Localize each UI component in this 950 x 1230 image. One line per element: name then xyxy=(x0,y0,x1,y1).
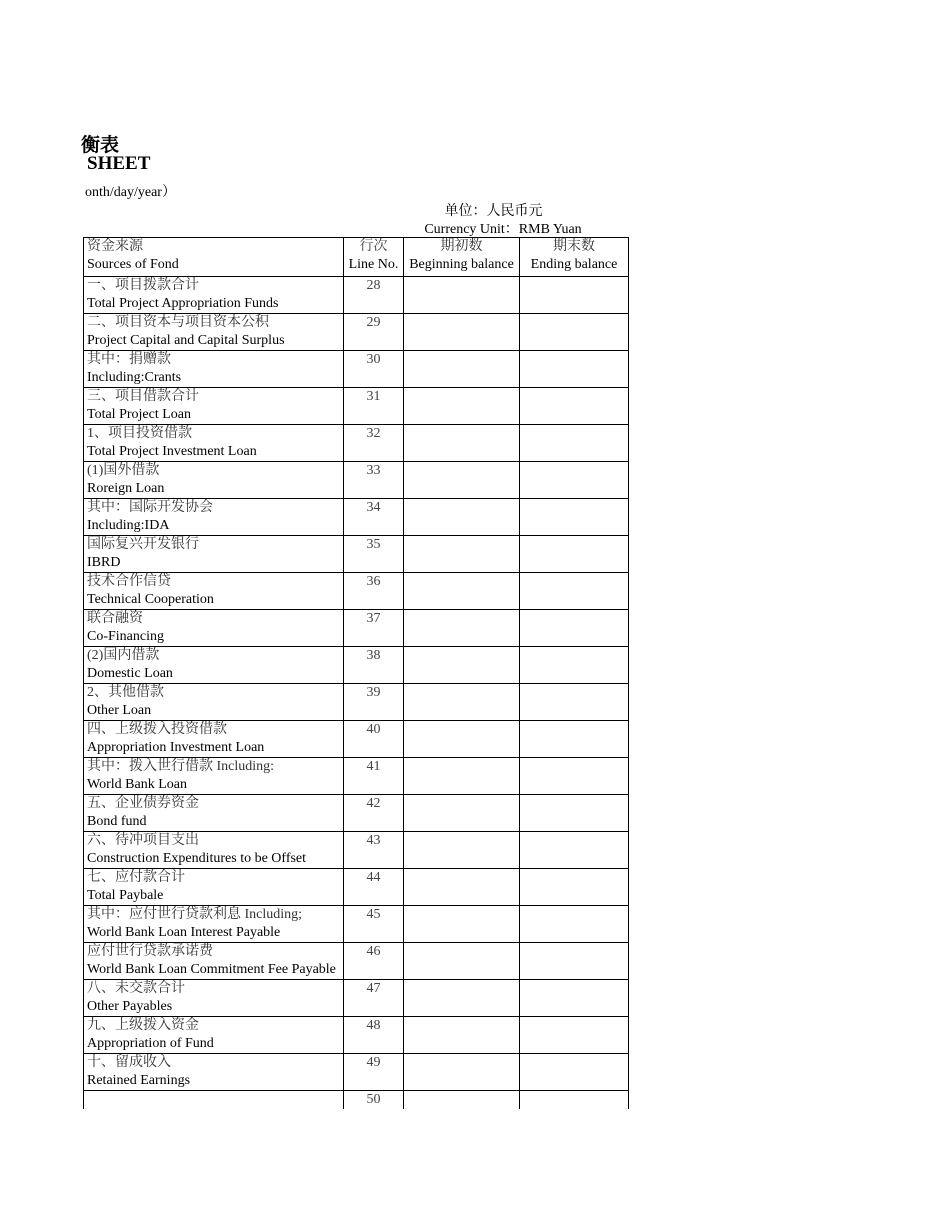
header-source-cn: 资金来源 xyxy=(87,239,143,254)
line-no-cell xyxy=(344,869,404,906)
item-label-en: Total Project Loan xyxy=(87,407,191,422)
ending-balance-cell[interactable] xyxy=(520,1091,629,1110)
line-no: 46 xyxy=(366,944,381,959)
item-label-cn: 其中：拨入世行借款 Including: xyxy=(87,759,275,774)
line-no: 50 xyxy=(366,1092,381,1107)
line-no-cell xyxy=(344,684,404,721)
beginning-balance-cell[interactable] xyxy=(404,980,520,1017)
source-cell xyxy=(84,943,344,980)
beginning-balance-cell[interactable] xyxy=(404,795,520,832)
source-cell xyxy=(84,684,344,721)
item-label-en: Total Project Appropriation Funds xyxy=(87,296,279,311)
balance-sheet-table xyxy=(83,237,629,1109)
table-row xyxy=(84,573,629,610)
header-end-en: Ending balance xyxy=(530,257,618,272)
beginning-balance-cell[interactable] xyxy=(404,351,520,388)
header-begin-cell xyxy=(404,238,520,277)
beginning-balance-cell[interactable] xyxy=(404,610,520,647)
line-no: 28 xyxy=(366,278,381,293)
line-no: 31 xyxy=(366,389,381,404)
beginning-balance-cell[interactable] xyxy=(404,1017,520,1054)
ending-balance-cell[interactable] xyxy=(520,869,629,906)
ending-balance-cell[interactable] xyxy=(520,647,629,684)
item-label-cn: 其中：捐赠款 xyxy=(87,352,171,367)
beginning-balance-cell[interactable] xyxy=(404,425,520,462)
table-row xyxy=(84,647,629,684)
item-label-cn: 其中：国际开发协会 xyxy=(87,500,213,515)
table-row xyxy=(84,869,629,906)
source-cell xyxy=(84,906,344,943)
beginning-balance-cell[interactable] xyxy=(404,462,520,499)
table-row xyxy=(84,314,629,351)
item-label-cn: 1、项目投资借款 xyxy=(87,426,192,441)
item-label-en: Co-Financing xyxy=(87,629,164,644)
ending-balance-cell[interactable] xyxy=(520,536,629,573)
item-label-cn: 其中：应付世行贷款利息 Including; xyxy=(87,907,303,922)
line-no: 29 xyxy=(366,315,381,330)
header-begin-en: Beginning balance xyxy=(409,257,514,272)
line-no-cell xyxy=(344,832,404,869)
item-label-en: Including:IDA xyxy=(87,518,170,533)
source-cell xyxy=(84,1054,344,1091)
ending-balance-cell[interactable] xyxy=(520,906,629,943)
line-no-cell xyxy=(344,573,404,610)
date-note: onth/day/year） xyxy=(85,185,176,200)
line-no-cell xyxy=(344,536,404,573)
header-line-en: Line No. xyxy=(348,257,399,272)
line-no-cell xyxy=(344,1054,404,1091)
beginning-balance-cell[interactable] xyxy=(404,758,520,795)
line-no: 40 xyxy=(366,722,381,737)
source-cell xyxy=(84,795,344,832)
source-cell xyxy=(84,1017,344,1054)
line-no: 33 xyxy=(366,463,381,478)
ending-balance-cell[interactable] xyxy=(520,721,629,758)
line-no-cell xyxy=(344,610,404,647)
line-no-cell xyxy=(344,462,404,499)
header-source-en: Sources of Fond xyxy=(87,257,179,272)
source-cell xyxy=(84,536,344,573)
table-row xyxy=(84,758,629,795)
table-row xyxy=(84,499,629,536)
header-begin-cn: 期初数 xyxy=(440,239,483,254)
source-cell xyxy=(84,388,344,425)
item-label-en: Bond fund xyxy=(87,814,147,829)
beginning-balance-cell[interactable] xyxy=(404,906,520,943)
line-no-cell xyxy=(344,721,404,758)
line-no: 30 xyxy=(366,352,381,367)
source-cell xyxy=(84,573,344,610)
item-label-cn: 四、上级拨入投资借款 xyxy=(87,722,227,737)
item-label-en: Roreign Loan xyxy=(87,481,165,496)
item-label-cn: 七、应付款合计 xyxy=(87,870,185,885)
item-label-cn: 国际复兴开发银行 xyxy=(87,537,199,552)
line-no-cell xyxy=(344,277,404,314)
item-label-en: Including:Crants xyxy=(87,370,182,385)
source-cell xyxy=(84,314,344,351)
header-line-cn: 行次 xyxy=(359,239,388,254)
item-label-en: Other Payables xyxy=(87,999,173,1014)
ending-balance-cell[interactable] xyxy=(520,795,629,832)
beginning-balance-cell[interactable] xyxy=(404,573,520,610)
item-label-en: Construction Expenditures to be Offset xyxy=(87,851,307,866)
line-no: 43 xyxy=(366,833,381,848)
sheet-title-en: SHEET xyxy=(87,153,151,174)
source-cell xyxy=(84,980,344,1017)
item-label-cn: 六、待冲项目支出 xyxy=(87,833,199,848)
line-no-cell xyxy=(344,795,404,832)
beginning-balance-cell[interactable] xyxy=(404,869,520,906)
beginning-balance-cell[interactable] xyxy=(404,536,520,573)
item-label-cn: 联合融资 xyxy=(87,611,143,626)
item-label-en: Other Loan xyxy=(87,703,152,718)
line-no: 37 xyxy=(366,611,381,626)
beginning-balance-cell[interactable] xyxy=(404,314,520,351)
header-source-cell xyxy=(84,238,344,277)
ending-balance-cell[interactable] xyxy=(520,351,629,388)
ending-balance-cell[interactable] xyxy=(520,425,629,462)
ending-balance-cell[interactable] xyxy=(520,758,629,795)
line-no: 39 xyxy=(366,685,381,700)
beginning-balance-cell[interactable] xyxy=(404,1054,520,1091)
line-no: 38 xyxy=(366,648,381,663)
beginning-balance-cell[interactable] xyxy=(404,832,520,869)
table-row xyxy=(84,980,629,1017)
item-label-cn: 二、项目资本与项目资本公积 xyxy=(87,315,269,330)
item-label-en: Total Project Investment Loan xyxy=(87,444,257,459)
item-label-cn: 十、留成收入 xyxy=(87,1055,171,1070)
item-label-en: Appropriation Investment Loan xyxy=(87,740,265,755)
line-no-cell xyxy=(344,499,404,536)
item-label-cn: 技术合作信贷 xyxy=(87,574,171,589)
item-label-cn: 九、上级拨入资金 xyxy=(87,1018,199,1033)
source-cell xyxy=(84,869,344,906)
beginning-balance-cell[interactable] xyxy=(404,721,520,758)
table-row xyxy=(84,795,629,832)
table-row xyxy=(84,684,629,721)
table-row xyxy=(84,943,629,980)
ending-balance-cell[interactable] xyxy=(520,499,629,536)
ending-balance-cell[interactable] xyxy=(520,462,629,499)
beginning-balance-cell[interactable] xyxy=(404,499,520,536)
beginning-balance-cell[interactable] xyxy=(404,684,520,721)
item-label-cn: 一、项目拨款合计 xyxy=(87,278,199,293)
table-row xyxy=(84,721,629,758)
source-cell xyxy=(84,647,344,684)
item-label-en: Technical Cooperation xyxy=(87,592,214,607)
ending-balance-cell[interactable] xyxy=(520,610,629,647)
source-cell xyxy=(84,832,344,869)
beginning-balance-cell[interactable] xyxy=(404,388,520,425)
currency-unit-en: Currency Unit：RMB Yuan xyxy=(424,222,582,237)
table-row xyxy=(84,388,629,425)
source-cell xyxy=(84,758,344,795)
item-label-en: Domestic Loan xyxy=(87,666,173,681)
ending-balance-cell[interactable] xyxy=(520,388,629,425)
ending-balance-cell[interactable] xyxy=(520,1017,629,1054)
item-label-en: Retained Earnings xyxy=(87,1073,191,1088)
ending-balance-cell[interactable] xyxy=(520,684,629,721)
table-row xyxy=(84,610,629,647)
line-no: 44 xyxy=(366,870,381,885)
beginning-balance-cell[interactable] xyxy=(404,647,520,684)
line-no-cell xyxy=(344,425,404,462)
table-row xyxy=(84,1054,629,1091)
item-label-cn: (2)国内借款 xyxy=(87,648,160,663)
header-end-cn: 期末数 xyxy=(553,239,595,254)
source-cell xyxy=(84,462,344,499)
line-no-cell xyxy=(344,906,404,943)
line-no-cell xyxy=(344,647,404,684)
item-label-cn: 五、企业债券资金 xyxy=(87,796,199,811)
ending-balance-cell[interactable] xyxy=(520,573,629,610)
ending-balance-cell[interactable] xyxy=(520,277,629,314)
line-no: 32 xyxy=(366,426,381,441)
ending-balance-cell[interactable] xyxy=(520,980,629,1017)
item-label-en: World Bank Loan Commitment Fee Payable xyxy=(87,962,336,977)
item-label-en: World Bank Loan Interest Payable xyxy=(87,925,281,940)
header-end-cell xyxy=(520,238,629,277)
header-line-cell xyxy=(344,238,404,277)
line-no: 48 xyxy=(366,1018,381,1033)
line-no: 42 xyxy=(366,796,381,811)
ending-balance-cell[interactable] xyxy=(520,832,629,869)
line-no-cell xyxy=(344,388,404,425)
item-label-cn: 2、其他借款 xyxy=(87,685,164,700)
source-cell xyxy=(84,425,344,462)
ending-balance-cell[interactable] xyxy=(520,1054,629,1091)
beginning-balance-cell[interactable] xyxy=(404,1091,520,1110)
sheet-title-cn: 衡表 xyxy=(81,135,120,156)
item-label-en: World Bank Loan xyxy=(87,777,187,792)
line-no-cell xyxy=(344,1091,404,1110)
line-no: 36 xyxy=(366,574,381,589)
source-cell xyxy=(84,499,344,536)
source-cell xyxy=(84,610,344,647)
line-no-cell xyxy=(344,1017,404,1054)
line-no-cell xyxy=(344,351,404,388)
item-label-en: Total Paybale xyxy=(87,888,164,903)
item-label-en: IBRD xyxy=(87,555,121,570)
header-row xyxy=(84,238,629,277)
ending-balance-cell[interactable] xyxy=(520,314,629,351)
line-no: 49 xyxy=(366,1055,381,1070)
source-cell xyxy=(84,277,344,314)
currency-unit-cn: 单位：人民币元 xyxy=(444,204,543,219)
source-cell xyxy=(84,721,344,758)
beginning-balance-cell[interactable] xyxy=(404,943,520,980)
line-no-cell xyxy=(344,943,404,980)
beginning-balance-cell[interactable] xyxy=(404,277,520,314)
source-cell xyxy=(84,351,344,388)
table-row xyxy=(84,462,629,499)
item-label-en: Appropriation of Fund xyxy=(87,1036,214,1051)
source-cell[interactable] xyxy=(84,1091,344,1110)
table-row xyxy=(84,425,629,462)
item-label-cn: 应付世行贷款承诺费 xyxy=(87,944,213,959)
table-row xyxy=(84,1017,629,1054)
table-row xyxy=(84,906,629,943)
line-no-cell xyxy=(344,758,404,795)
table-row xyxy=(84,1091,629,1110)
line-no-cell xyxy=(344,314,404,351)
line-no: 34 xyxy=(366,500,381,515)
line-no: 35 xyxy=(366,537,381,552)
ending-balance-cell[interactable] xyxy=(520,943,629,980)
table-row xyxy=(84,277,629,314)
item-label-cn: 八、未交款合计 xyxy=(87,981,185,996)
item-label-en: Project Capital and Capital Surplus xyxy=(87,333,285,348)
table-row xyxy=(84,536,629,573)
table-row xyxy=(84,351,629,388)
line-no: 45 xyxy=(366,907,381,922)
line-no-cell xyxy=(344,980,404,1017)
line-no: 41 xyxy=(366,759,381,774)
item-label-cn: 三、项目借款合计 xyxy=(87,389,199,404)
item-label-cn: (1)国外借款 xyxy=(87,463,160,478)
line-no: 47 xyxy=(366,981,381,996)
table-row xyxy=(84,832,629,869)
